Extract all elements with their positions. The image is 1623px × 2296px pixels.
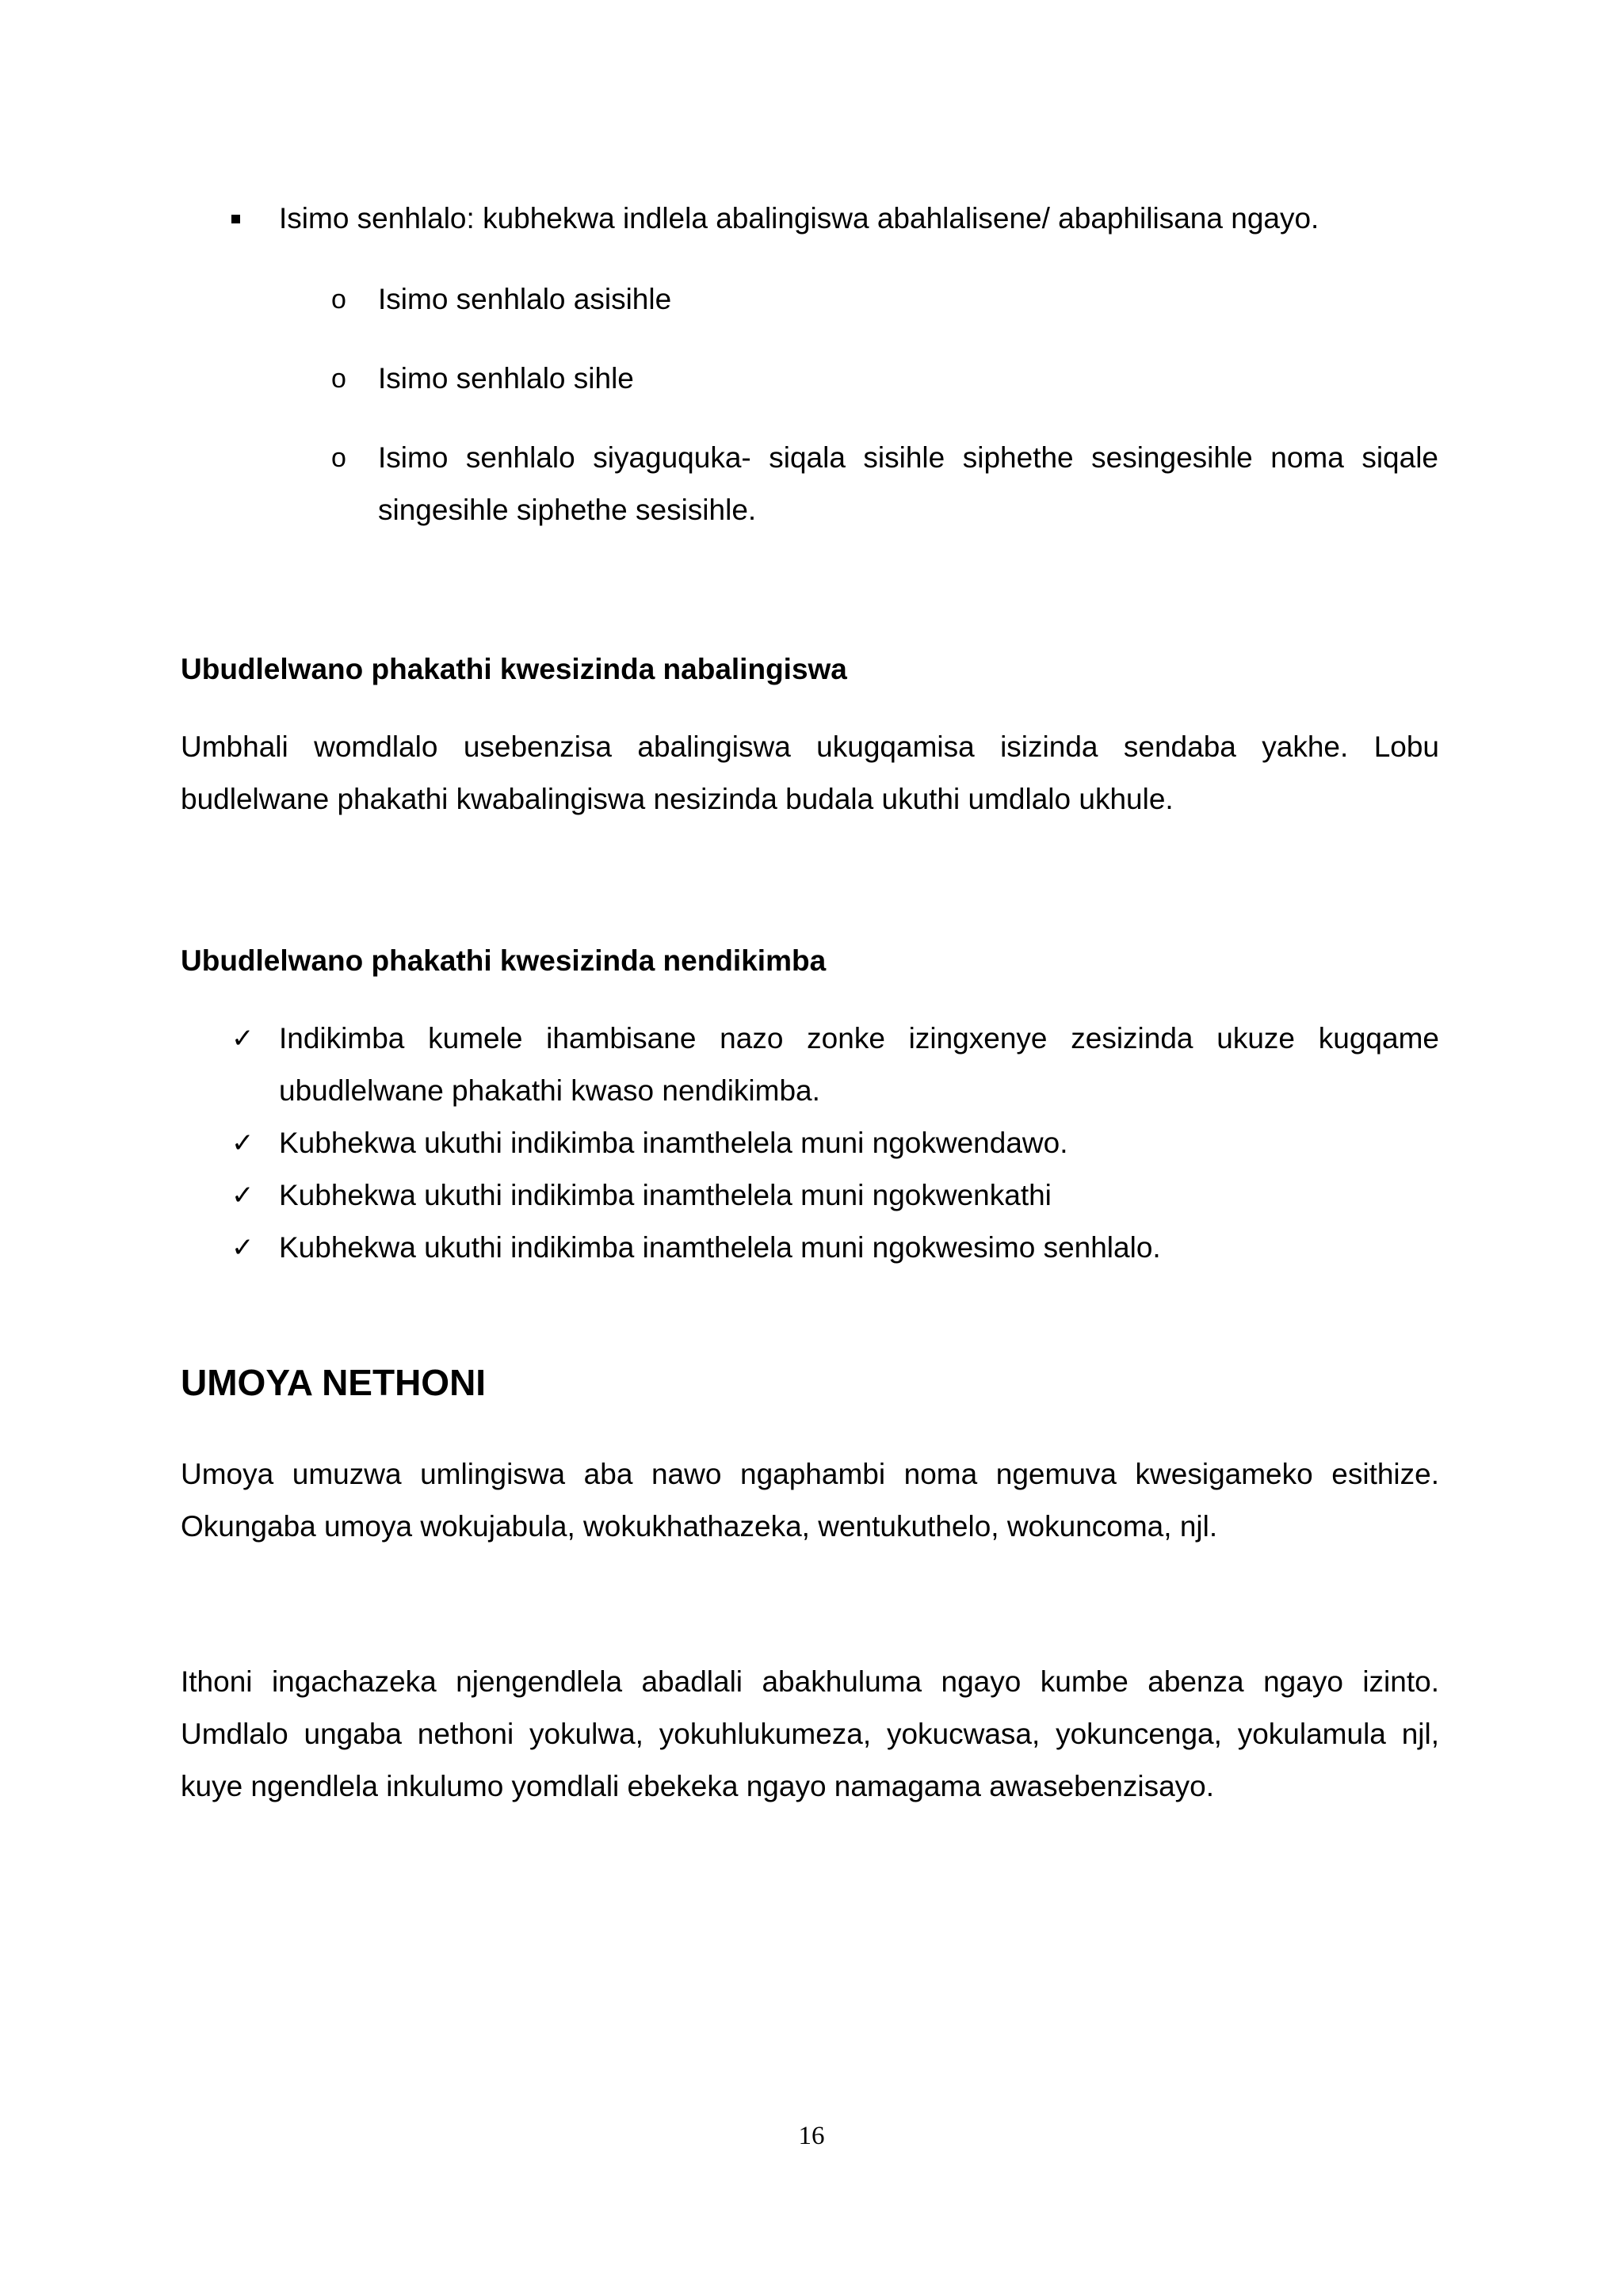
sub-list-item	[0, 353, 1623, 405]
paragraph: Umbhali womdlalo usebenzisa abalingiswa ukugqamisa isizinda sendaba yakhe. Lobu budlelwane phakathi kwabalingiswa nesizinda budala ukuthi umdlalo ukhule.	[181, 730, 1439, 815]
checkmark-icon: ✓	[231, 1023, 254, 1055]
checkmark-icon: ✓	[231, 1127, 254, 1159]
sub-list-item-text: Isimo senhlalo sihle	[378, 362, 634, 395]
section-heading: Ubudlelwano phakathi kwesizinda nendikimba	[181, 944, 827, 977]
paragraph: Ithoni ingachazeka njengendlela abadlali abakhuluma ngayo kumbe abenza ngayo izinto. Umdlalo ungaba nethoni yokulwa, yokuhlukumeza, yokucwasa, yokuncenga, yokulamula njl, kuye ngendlela inkulumo yomdlali ebekeka ngayo namagama awasebenzisayo.	[181, 1665, 1439, 1802]
checklist-item	[0, 1117, 1623, 1169]
checkmark-icon: ✓	[231, 1180, 254, 1211]
checklist-item	[0, 1222, 1623, 1274]
checklist-item	[0, 1169, 1623, 1222]
checklist-item	[0, 1013, 1623, 1117]
section-title: UMOYA NETHONI	[181, 1362, 487, 1403]
checklist-item-text: Kubhekwa ukuthi indikimba inamthelela muni ngokwesimo senhlalo.	[279, 1231, 1161, 1264]
square-bullet-icon	[231, 215, 240, 223]
sub-list-item	[0, 273, 1623, 326]
checklist-item-text: Kubhekwa ukuthi indikimba inamthelela muni ngokwendawo.	[279, 1127, 1068, 1159]
paragraph: Umoya umuzwa umlingiswa aba nawo ngaphambi noma ngemuva kwesigameko esithize. Okungaba umoya wokujabula, wokukhathazeka, wentukuthelo, wokuncoma, njl.	[181, 1458, 1439, 1543]
checkmark-icon: ✓	[231, 1232, 254, 1264]
list-item	[0, 193, 1623, 245]
checklist-item-text: Kubhekwa ukuthi indikimba inamthelela muni ngokwenkathi	[279, 1179, 1052, 1211]
circle-bullet-icon: o	[331, 364, 346, 394]
list-item-text: Isimo senhlalo: kubhekwa indlela abalingiswa abahlalisene/ abaphilisana ngayo.	[279, 202, 1319, 235]
circle-bullet-icon: o	[331, 284, 346, 315]
checklist-item-text: Indikimba kumele ihambisane nazo zonke izingxenye zesizinda ukuze kugqame ubudlelwane phakathi kwaso nendikimba.	[279, 1022, 1439, 1107]
sub-list-item-text: Isimo senhlalo asisihle	[378, 283, 672, 315]
page-number: 16	[798, 2122, 825, 2150]
section-heading: Ubudlelwano phakathi kwesizinda nabalingiswa	[181, 653, 847, 685]
sub-list-item	[0, 432, 1623, 536]
circle-bullet-icon: o	[331, 443, 346, 473]
sub-list-item-text: Isimo senhlalo siyaguquka- siqala sisihle siphethe sesingesihle noma siqale singesihle siphethe sesisihle.	[378, 441, 1438, 526]
